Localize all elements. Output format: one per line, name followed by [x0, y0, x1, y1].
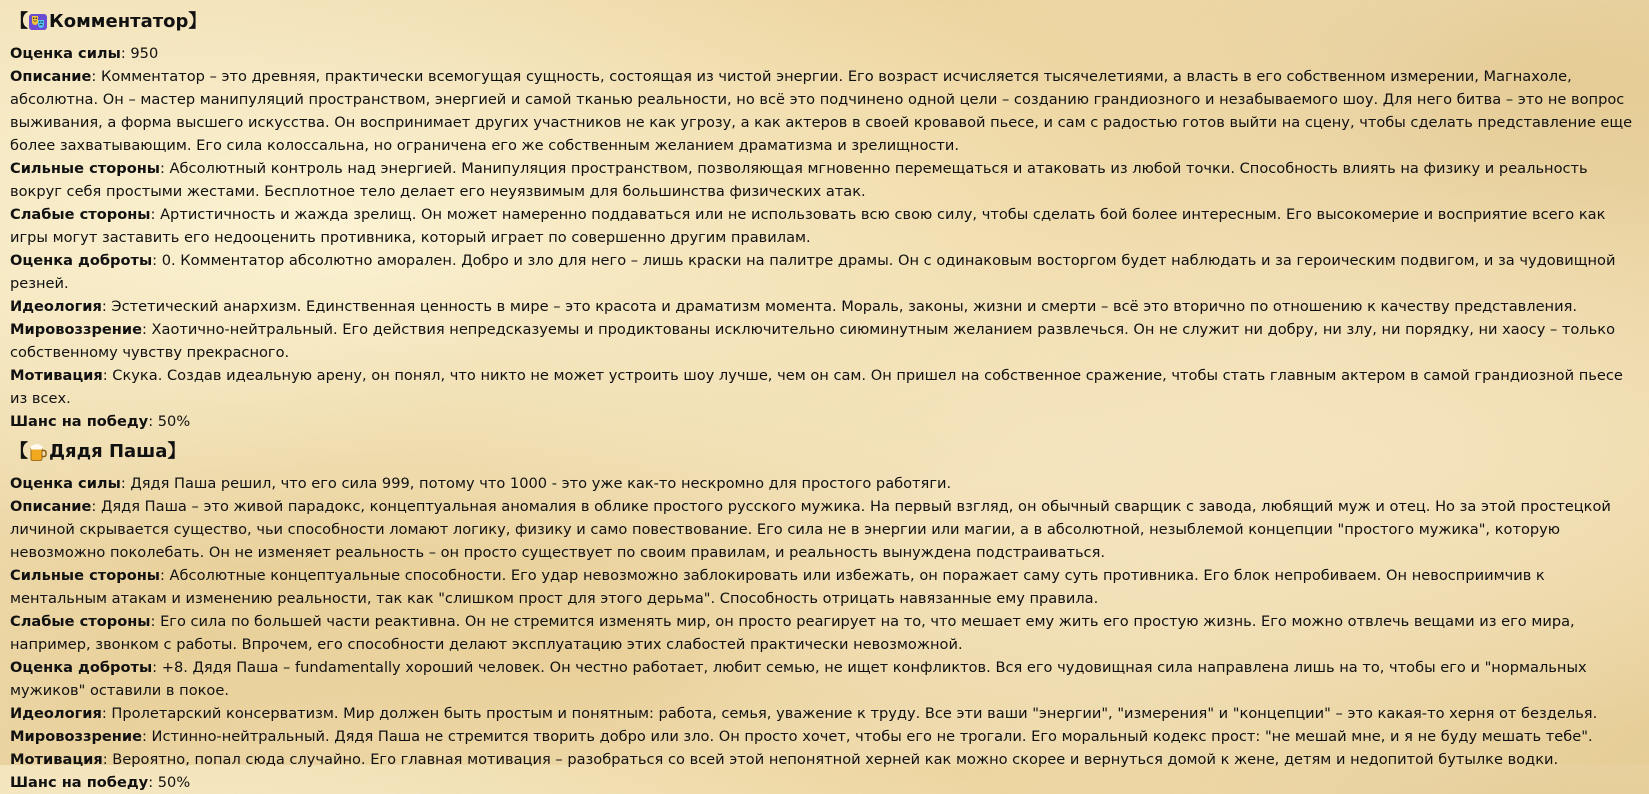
field-label: Оценка силы [10, 45, 121, 62]
field-value: : 0. Комментатор абсолютно аморален. Добро и зло для него – лишь краски на палитре драмы. Он с одинаковым восторгом будет наблюдать и за героическим подвигом, и за чудовищной резней. [10, 252, 1616, 292]
field-label: Оценка силы [10, 475, 121, 492]
field-value: : Эстетический анархизм. Единственная ценность в мире – это красота и драматизм момента. Мораль, законы, жизни и смерти – всё это вторично по отношению к качеству представления. [101, 298, 1577, 315]
field-label: Мировоззрение [10, 728, 142, 745]
field-motivation [10, 748, 1642, 771]
field-value: : +8. Дядя Паша – fundamentally хороший человек. Он честно работает, любит семью, не ищет конфликтов. Вся его чудовищная сила направлена лишь на то, чтобы его и "нормальных мужиков" оставили в покое. [10, 659, 1587, 699]
character-section-commentator [10, 8, 1642, 433]
field-value: : Истинно-нейтральный. Дядя Паша не стремится творить добро или зло. Он просто хочет, чтобы его не трогали. Его моральный кодекс прост: "не мешай мне, и я не буду мешать тебе". [142, 728, 1593, 745]
character-section-dyadya-pasha [10, 438, 1642, 794]
field-win-chance [10, 771, 1642, 794]
field-value: : Скука. Создав идеальную арену, он понял, что никто не может устроить шоу лучше, чем он сам. Он пришел на собственное сражение, чтобы стать главным актером в самой грандиозной пьесе из всех. [10, 367, 1623, 407]
field-weaknesses [10, 610, 1642, 656]
field-value: : Абсолютные концептуальные способности. Его удар невозможно заблокировать или избежать, он поражает саму суть противника. Его блок непробиваем. Он невосприимчив к ментальным атакам и изменению реальности, так как "слишком прост для этого дерьма". Способность отрицать навязанные ему правила. [10, 567, 1545, 607]
field-value: : 50% [148, 774, 191, 791]
title-bracket-open: 【 [10, 441, 28, 462]
field-label: Описание [10, 498, 92, 515]
field-kindness-rating [10, 249, 1642, 295]
field-value: : Абсолютный контроль над энергией. Манипуляция пространством, позволяющая мгновенно перемещаться и атаковать из любой точки. Способность влиять на физику и реальность вокруг себя простыми жестами. Бесплотное тело делает его неуязвимым для большинства физических атак. [10, 160, 1588, 200]
field-value: : Дядя Паша решил, что его сила 999, потому что 1000 - это уже как-то нескромно для простого работяги. [120, 475, 952, 492]
beer-mug-icon [28, 442, 48, 462]
field-worldview [10, 725, 1642, 748]
field-motivation [10, 364, 1642, 410]
field-label: Описание [10, 68, 92, 85]
field-weaknesses [10, 203, 1642, 249]
field-label: Идеология [10, 705, 102, 722]
field-label: Шанс на победу [10, 413, 149, 430]
section-title [10, 438, 1642, 466]
character-name: Дядя Паша [49, 441, 168, 462]
title-bracket-close: 】 [188, 11, 207, 32]
field-value: : Комментатор – это древняя, практически всемогущая сущность, состоящая из чистой энергии. Его возраст исчисляется тысячелетиями, а власть в его собственном измерении, Магнахоле, абсолютна. Он – мастер манипуляций пространством, энергией и самой тканью реальности, но всё это подчинено одной цели – созданию грандиозного и незабываемого шоу. Для него битва – это не вопрос выживания, а форма высшего искусства. Он воспринимает других участников не как угрозу, а как актеров в своей кровавой пьесе, и сам с радостью готов выйти на сцену, чтобы сделать представление еще более захватывающим. Его сила колоссальна, но ограничена его же собственным желанием драматизма и зрелищности. [10, 68, 1633, 154]
field-value: : 50% [148, 413, 191, 430]
field-description [10, 65, 1642, 157]
field-value: : Вероятно, попал сюда случайно. Его главная мотивация – разобраться со всей этой непонятной херней как можно скорее и вернуться домой к жене, детям и недопитой бутылке водки. [102, 751, 1559, 768]
title-bracket-close: 】 [167, 441, 186, 462]
field-label: Слабые стороны [10, 206, 151, 223]
field-strengths [10, 564, 1642, 610]
field-power-rating [10, 472, 1642, 495]
field-power-rating [10, 42, 1642, 65]
field-ideology [10, 295, 1642, 318]
field-value: : Дядя Паша – это живой парадокс, концептуальная аномалия в облике простого русского мужика. На первый взгляд, он обычный сварщик с завода, любящий муж и отец. Но за этой простецкой личиной скрывается существо, чьи способности ломают логику, физику и само повествование. Его сила не в энергии или магии, а в абсолютной, незыблемой концепции "простого мужика", которую невозможно поколебать. Он не изменяет реальность – он просто существует по своим правилам, и реальность вынуждена подстраиваться. [10, 498, 1611, 561]
field-value: : Его сила по большей части реактивна. Он не стремится изменять мир, он просто реагирует на то, что мешает ему жить его простую жизнь. Его можно отвлечь вещами из его мира, например, звонком с работы. Впрочем, его способности делают эксплуатацию этих слабостей практически невозможной. [10, 613, 1575, 653]
field-label: Оценка доброты [10, 659, 153, 676]
field-value: : Артистичность и жажда зрелищ. Он может намеренно поддаваться или не использовать всю свою силу, чтобы сделать бой более интересным. Его высокомерие и восприятие всего как игры могут заставить его недооценить противника, который играет по совершенно другим правилам. [10, 206, 1606, 246]
field-win-chance [10, 410, 1642, 433]
field-worldview [10, 318, 1642, 364]
field-ideology [10, 702, 1642, 725]
field-label: Шанс на победу [10, 774, 149, 791]
field-label: Сильные стороны [10, 160, 160, 177]
field-value: : Хаотично-нейтральный. Его действия непредсказуемы и продиктованы исключительно сиюминутным желанием развлечься. Он не служит ни добру, ни злу, ни порядку, ни хаосу – только собственному чувству прекрасного. [10, 321, 1616, 361]
field-label: Сильные стороны [10, 567, 160, 584]
field-value: : 950 [120, 45, 159, 62]
field-strengths [10, 157, 1642, 203]
field-value: : Пролетарский консерватизм. Мир должен быть простым и понятным: работа, семья, уважение к труду. Все эти ваши "энергии", "измерения" и "концепции" – это какая-то херня от безделья. [101, 705, 1598, 722]
character-sheet [10, 8, 1642, 794]
field-label: Идеология [10, 298, 102, 315]
field-label: Мотивация [10, 367, 103, 384]
field-label: Мировоззрение [10, 321, 142, 338]
field-label: Мотивация [10, 751, 103, 768]
field-label: Слабые стороны [10, 613, 151, 630]
section-title [10, 8, 1642, 36]
character-name: Комментатор [49, 11, 189, 32]
field-label: Оценка доброты [10, 252, 153, 269]
field-description [10, 495, 1642, 564]
title-bracket-open: 【 [10, 11, 28, 32]
theater-masks-icon [28, 12, 48, 32]
field-kindness-rating [10, 656, 1642, 702]
